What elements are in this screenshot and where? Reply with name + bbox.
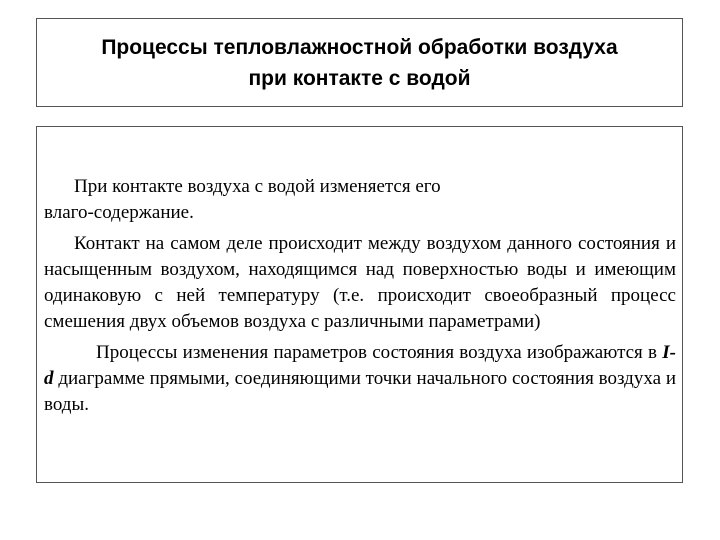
paragraph-1-line-1: При контакте воздуха с водой изменяется его xyxy=(74,176,441,197)
title-box xyxy=(36,18,683,107)
paragraph-3-text-before: Процессы изменения параметров состояния воздуха изображаются в xyxy=(96,342,663,363)
slide-title xyxy=(50,32,670,94)
paragraph-1 xyxy=(44,174,676,226)
content-box xyxy=(36,126,683,483)
paragraph-2: Контакт на самом деле происходит между воздухом данного состояния и насыщенным воздухом, находящимся над поверхностью воды и имеющим одинаковую с ней температуру (т.е. происходит своеобразный процесс смешения двух объемов воздуха с различными параметрами) xyxy=(44,233,676,332)
slide-title-line-1: Процессы тепловлажностной обработки воздуха xyxy=(101,35,618,59)
slide-body xyxy=(44,174,676,423)
paragraph-3 xyxy=(44,340,676,418)
slide-title-line-2: при контакте с водой xyxy=(248,66,471,90)
id-diagram-term: I-d xyxy=(44,342,676,389)
paragraph-3-text-after: диаграмме прямыми, соединяющими точки начального состояния воздуха и воды. xyxy=(44,368,676,415)
paragraph-1-line-2: влаго-содержание. xyxy=(44,202,194,223)
